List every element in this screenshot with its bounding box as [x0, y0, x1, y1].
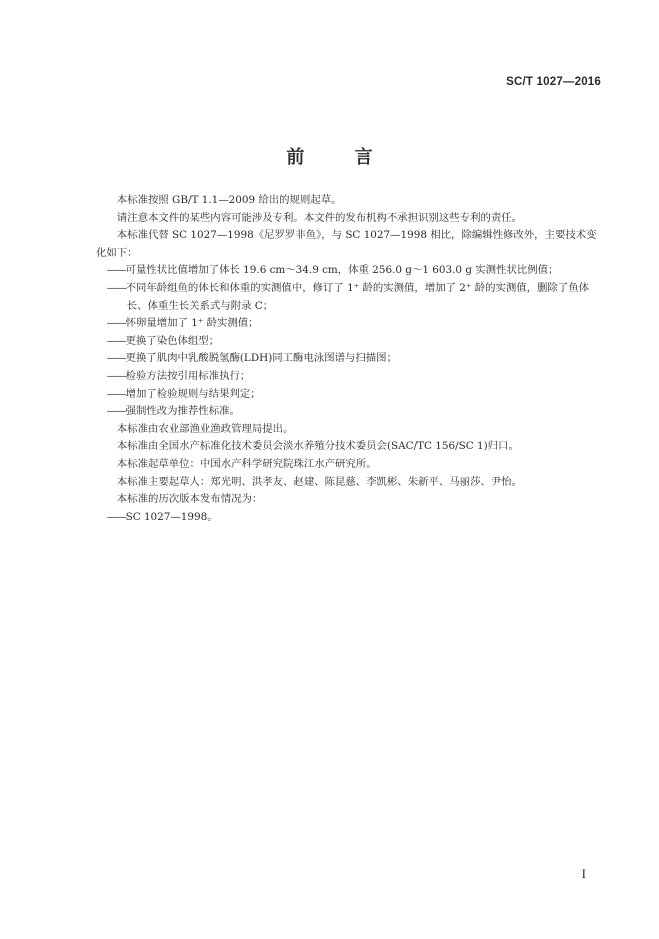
dash-mark: ——: [106, 334, 126, 347]
paragraph-drafting-rule: 本标准按照 GB/T 1.1—2009 给出的规则起草。: [116, 194, 342, 206]
paragraph-replacement: 本标准代替 SC 1027—1998《尼罗罗非鱼》，与 SC 1027—1998 相比，除编辑性修改外，主要技术变化如下：: [96, 229, 597, 259]
dash-mark: ——: [106, 264, 126, 277]
change-item: [96, 280, 598, 315]
history-item-text: SC 1027—1998。: [125, 510, 218, 523]
paragraph-drafters: 本标准主要起草人：郑光明、洪孝友、赵建、陈昆慈、李凯彬、朱新平、马丽莎、尹怡。: [116, 475, 523, 488]
change-item: [96, 350, 598, 368]
dash-mark: ——: [106, 387, 126, 400]
change-item-text: 检验方法按引用标准执行；: [125, 369, 251, 382]
foreword-body: [96, 192, 598, 526]
history-item: [96, 509, 598, 527]
dash-mark: ——: [106, 352, 126, 365]
paragraph-drafting-unit: 本标准起草单位：中国水产科学研究院珠江水产研究所。: [116, 457, 377, 470]
page-title: 前 言: [286, 147, 395, 168]
dash-mark: ——: [106, 369, 126, 382]
standard-code: SC/T 1027—2016: [506, 76, 601, 88]
paragraph-patent-notice: 请注意本文件的某些内容可能涉及专利。本文件的发布机构不承担识别这些专利的责任。: [116, 211, 523, 224]
change-item-text: 增加了检验规则与结果判定；: [125, 387, 261, 400]
change-item: [96, 403, 598, 421]
change-item: [96, 386, 598, 404]
change-item-text: 强制性改为推荐性标准。: [125, 405, 240, 418]
change-item-text: 更换了染色体组型；: [125, 334, 220, 347]
change-item: [96, 333, 598, 351]
paragraph-proposer: 本标准由农业部渔业渔政管理局提出。: [116, 422, 294, 435]
dash-mark: ——: [106, 405, 126, 418]
dash-mark: ——: [106, 317, 126, 330]
paragraph-version-history: 本标准的历次版本发布情况为：: [116, 493, 263, 506]
dash-mark: ——: [106, 510, 126, 523]
paragraph-committee: 本标准由全国水产标准化技术委员会淡水养殖分技术委员会(SAC/TC 156/SC 1)归口。: [116, 440, 519, 453]
page-number: I: [581, 866, 586, 881]
dash-mark: ——: [106, 281, 126, 294]
change-item: [96, 262, 598, 280]
change-item-text: 不同年龄组鱼的体长和体重的实测值中，修订了 1⁺ 龄的实测值，增加了 2⁺ 龄的实测值，删除了鱼体长、体重生长关系式与附录 C；: [125, 281, 589, 312]
change-item-text: 更换了肌肉中乳酸脱氢酶(LDH)同工酶电泳图谱与扫描图；: [125, 352, 397, 365]
change-item: [96, 368, 598, 386]
change-item-text: 可量性状比值增加了体长 19.6 cm～34.9 cm，体重 256.0 g～1 603.0 g 实测性状比例值；: [125, 264, 559, 277]
change-item: [96, 315, 598, 333]
change-item-text: 怀卵量增加了 1⁺ 龄实测值；: [125, 317, 259, 330]
